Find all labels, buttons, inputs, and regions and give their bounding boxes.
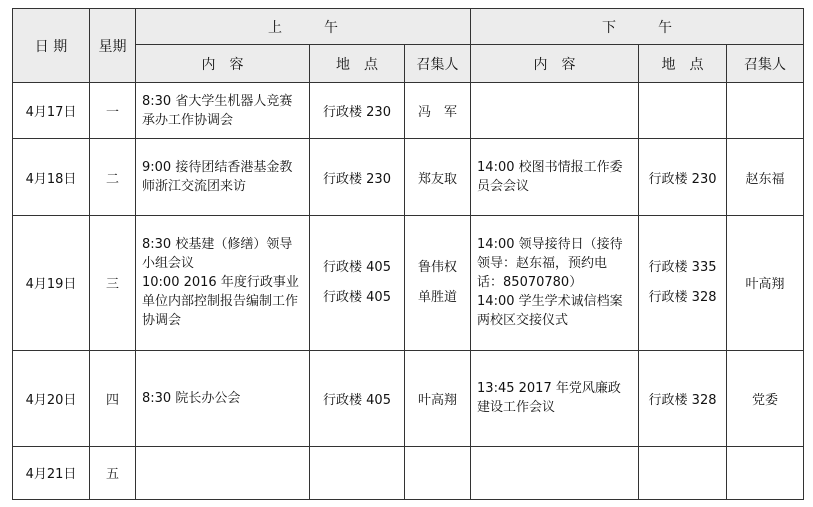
weekday-cell: 四 (90, 350, 136, 446)
pm-place: 行政楼 328 (648, 290, 717, 306)
am-place: 行政楼 405 (323, 260, 391, 276)
table-row (13, 139, 804, 216)
table-row (13, 446, 804, 499)
header-pm-place: 地 点 (639, 45, 727, 83)
pm-place-cell (639, 446, 727, 499)
header-afternoon: 下 午 (471, 9, 804, 45)
header-pm-content: 内 容 (471, 45, 639, 83)
table-row (13, 350, 804, 446)
header-weekday: 星期 (90, 9, 136, 83)
am-convener: 鲁伟权 (418, 260, 458, 276)
am-place: 行政楼 405 (323, 290, 391, 306)
am-convener-cell: 叶高翔 (405, 350, 471, 446)
am-place-cell: 行政楼 405 (310, 350, 405, 446)
pm-place-cell (639, 83, 727, 139)
pm-content-cell (471, 83, 639, 139)
pm-content-cell: 13:45 2017 年党风廉政建设工作会议 (471, 350, 639, 446)
pm-convener-cell: 赵东福 (727, 139, 804, 216)
header-am-place: 地 点 (310, 45, 405, 83)
am-place-cell (310, 215, 405, 350)
date-cell: 4月21日 (13, 446, 90, 499)
am-convener-cell: 郑友取 (405, 139, 471, 216)
weekday-cell: 二 (90, 139, 136, 216)
header-date: 日 期 (13, 9, 90, 83)
am-content-cell: 8:30 省大学生机器人竞赛承办工作协调会 (136, 83, 310, 139)
pm-item: 14:00 领导接待日（接待领导：赵东福，预约电话：85070780） (477, 237, 623, 291)
weekday-cell: 三 (90, 215, 136, 350)
am-content-cell (136, 446, 310, 499)
am-convener-cell: 冯 军 (405, 83, 471, 139)
pm-item: 14:00 学生学术诚信档案两校区交接仪式 (477, 294, 623, 329)
am-convener: 单胜道 (418, 290, 458, 306)
pm-place: 行政楼 335 (648, 260, 717, 276)
am-content-cell: 8:30 院长办公会 (136, 350, 310, 446)
date-cell: 4月19日 (13, 215, 90, 350)
pm-place-cell (639, 215, 727, 350)
pm-place-cell: 行政楼 328 (639, 350, 727, 446)
table-row (13, 83, 804, 139)
pm-convener-cell: 叶高翔 (727, 215, 804, 350)
date-cell: 4月18日 (13, 139, 90, 216)
am-place-cell (310, 446, 405, 499)
am-convener-cell (405, 215, 471, 350)
am-convener-cell (405, 446, 471, 499)
am-content-cell: 9:00 接待团结香港基金教师浙江交流团来访 (136, 139, 310, 216)
am-content-cell (136, 215, 310, 350)
pm-content-cell (471, 446, 639, 499)
pm-content-cell: 14:00 校图书情报工作委员会会议 (471, 139, 639, 216)
header-am-convener: 召集人 (405, 45, 471, 83)
header-am-content: 内 容 (136, 45, 310, 83)
weekday-cell: 一 (90, 83, 136, 139)
pm-place-cell: 行政楼 230 (639, 139, 727, 216)
am-place-cell: 行政楼 230 (310, 83, 405, 139)
pm-convener-cell (727, 446, 804, 499)
am-item: 8:30 校基建（修缮）领导小组会议 (142, 237, 293, 272)
am-place-cell: 行政楼 230 (310, 139, 405, 216)
weekly-schedule-table (12, 8, 804, 500)
header-pm-convener: 召集人 (727, 45, 804, 83)
table-row (13, 215, 804, 350)
pm-content-cell (471, 215, 639, 350)
am-item: 10:00 2016 年度行政事业单位内部控制报告编制工作协调会 (142, 275, 299, 329)
pm-convener-cell: 党委 (727, 350, 804, 446)
pm-convener-cell (727, 83, 804, 139)
weekday-cell: 五 (90, 446, 136, 499)
date-cell: 4月17日 (13, 83, 90, 139)
header-morning: 上 午 (136, 9, 471, 45)
date-cell: 4月20日 (13, 350, 90, 446)
